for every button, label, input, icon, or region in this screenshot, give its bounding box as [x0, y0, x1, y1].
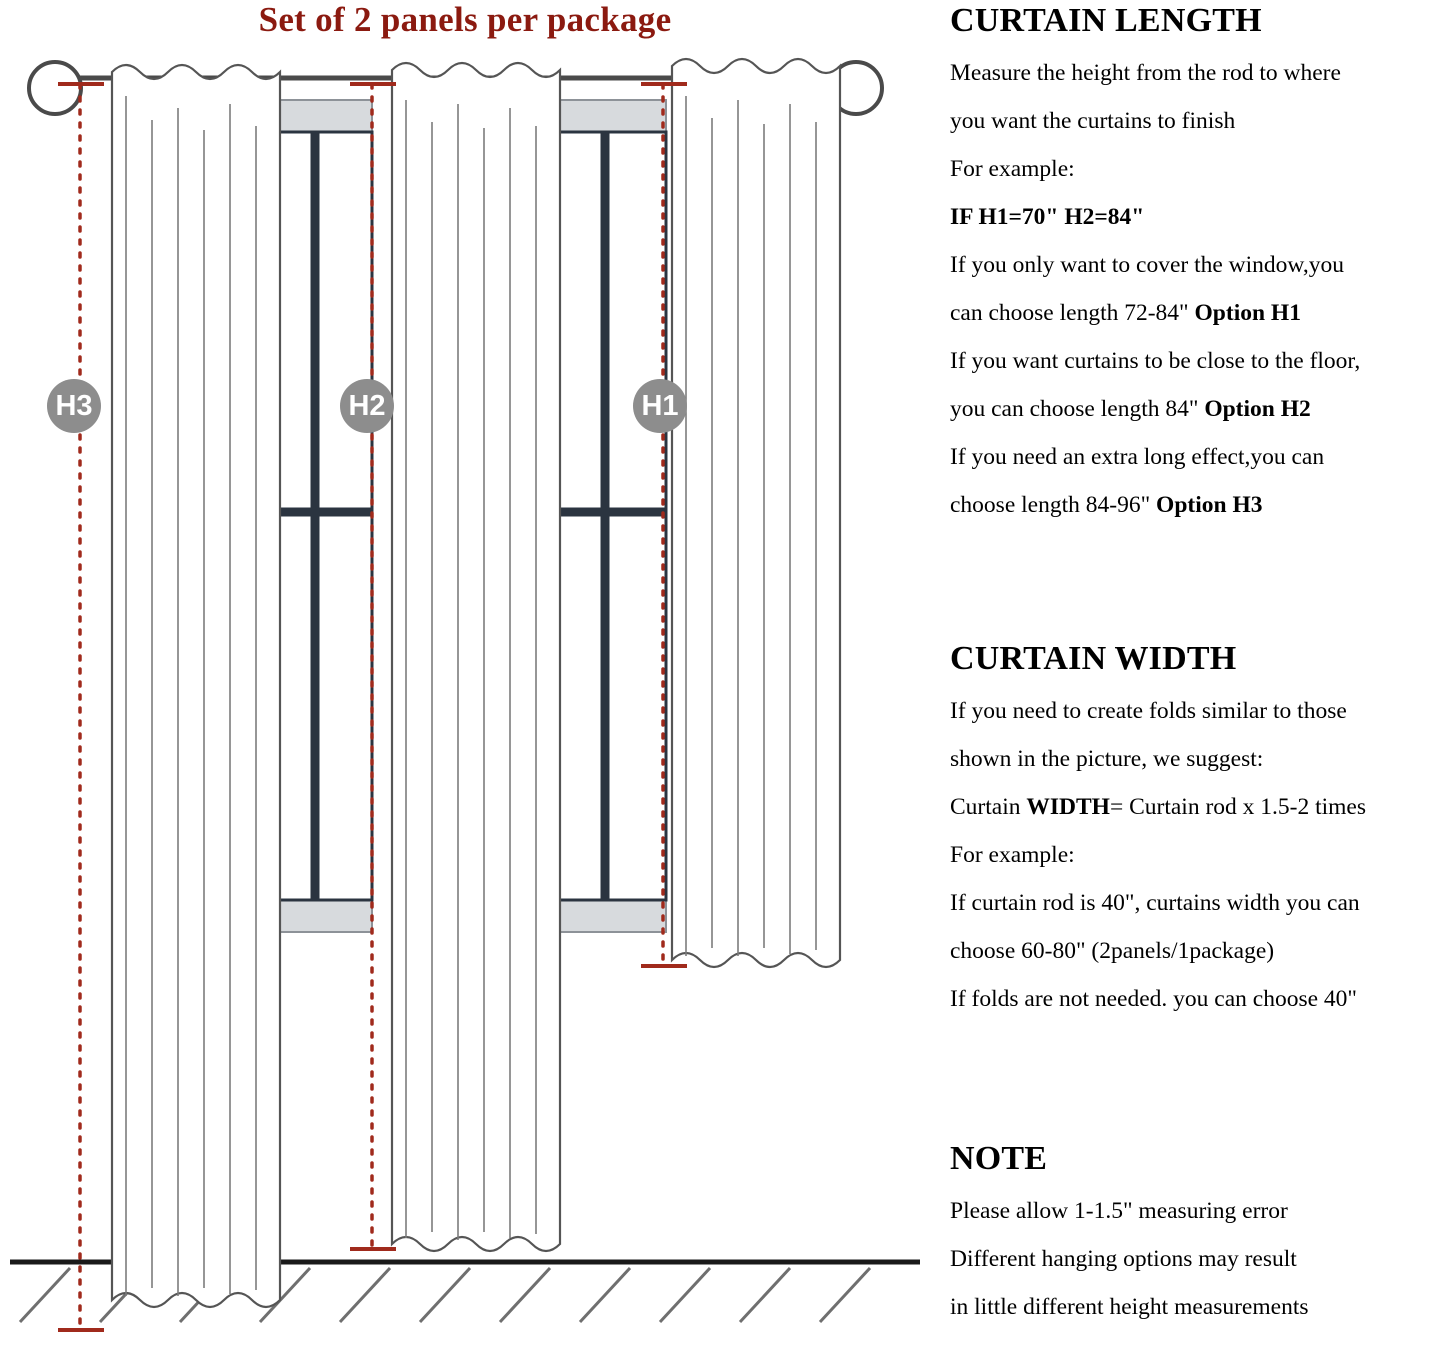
- note-line-1: [950, 1187, 1445, 1235]
- length-line-7-text: If you want curtains to be close to the floor,: [950, 348, 1361, 375]
- length-line-2-text: you want the curtains to finish: [950, 108, 1236, 135]
- marker-h3: H3: [47, 379, 101, 433]
- length-line-4: [950, 193, 1445, 241]
- width-line-6: [950, 927, 1445, 975]
- length-example-values: IF H1=70" H2=84": [950, 204, 1145, 231]
- width-line-7-text: If folds are not needed. you can choose 40": [950, 986, 1357, 1013]
- length-line-3: [950, 145, 1445, 193]
- marker-h1: H1: [633, 379, 687, 433]
- width-line-4-text: For example:: [950, 842, 1075, 869]
- length-line-10: [950, 481, 1445, 529]
- instructions-panel: [944, 0, 1444, 1361]
- width-line-5-text: If curtain rod is 40", curtains width you can: [950, 890, 1360, 917]
- curtain-panel-middle: [392, 63, 560, 1251]
- rod-finial-left: [29, 62, 81, 114]
- length-line-6-text: can choose length 72-84": [950, 300, 1195, 327]
- note-line-3: [950, 1283, 1445, 1331]
- note-line-2: [950, 1235, 1445, 1283]
- note-line-1-text: Please allow 1-1.5" measuring error: [950, 1198, 1288, 1225]
- length-line-6: [950, 289, 1445, 337]
- measure-h3: [58, 84, 104, 1330]
- width-line-6-text: choose 60-80" (2panels/1package): [950, 938, 1275, 965]
- width-line-1-text: If you need to create folds similar to those: [950, 698, 1347, 725]
- option-h1-label: Option H1: [1194, 300, 1301, 327]
- window-right: [548, 100, 666, 932]
- section-curtain-length: [950, 2, 1445, 529]
- marker-h2: H2: [340, 379, 394, 433]
- length-line-2: [950, 97, 1445, 145]
- section-note: [950, 1140, 1445, 1331]
- length-line-10-text: choose length 84-96": [950, 492, 1157, 519]
- note-line-2-text: Different hanging options may result: [950, 1246, 1297, 1273]
- note-line-3-text: in little different height measurements: [950, 1294, 1309, 1321]
- length-line-1-text: Measure the height from the rod to where: [950, 60, 1341, 87]
- curtain-panel-left: [112, 65, 280, 1307]
- section-heading-length: CURTAIN LENGTH: [950, 2, 1262, 39]
- section-heading-note: NOTE: [950, 1140, 1048, 1177]
- width-line-4: [950, 831, 1445, 879]
- width-line-3: [950, 783, 1445, 831]
- section-body-length: [950, 49, 1445, 529]
- width-line-3-tail: = Curtain rod x 1.5-2 times: [1109, 794, 1367, 821]
- section-body-note: [950, 1187, 1445, 1331]
- width-line-5: [950, 879, 1445, 927]
- diagram-title: Set of 2 panels per package: [258, 0, 672, 39]
- length-line-5: [950, 241, 1445, 289]
- option-h3-label: Option H3: [1156, 492, 1263, 519]
- width-line-2: [950, 735, 1445, 783]
- length-line-9: [950, 433, 1445, 481]
- section-heading-width: CURTAIN WIDTH: [950, 640, 1237, 677]
- width-keyword: WIDTH: [1026, 794, 1110, 821]
- width-line-2-text: shown in the picture, we suggest:: [950, 746, 1264, 773]
- length-line-3-text: For example:: [950, 156, 1075, 183]
- length-line-5-text: If you only want to cover the window,you: [950, 252, 1344, 279]
- width-line-3-prefix: Curtain: [950, 794, 1027, 821]
- curtain-panel-right: [672, 59, 840, 967]
- width-line-1: [950, 687, 1445, 735]
- length-line-8-text: you can choose length 84": [950, 396, 1205, 423]
- length-line-7: [950, 337, 1445, 385]
- section-curtain-width: [950, 640, 1445, 1023]
- length-line-1: [950, 49, 1445, 97]
- length-line-9-text: If you need an extra long effect,you can: [950, 444, 1325, 471]
- width-line-7: [950, 975, 1445, 1023]
- section-body-width: [950, 687, 1445, 1023]
- option-h2-label: Option H2: [1204, 396, 1311, 423]
- length-line-8: [950, 385, 1445, 433]
